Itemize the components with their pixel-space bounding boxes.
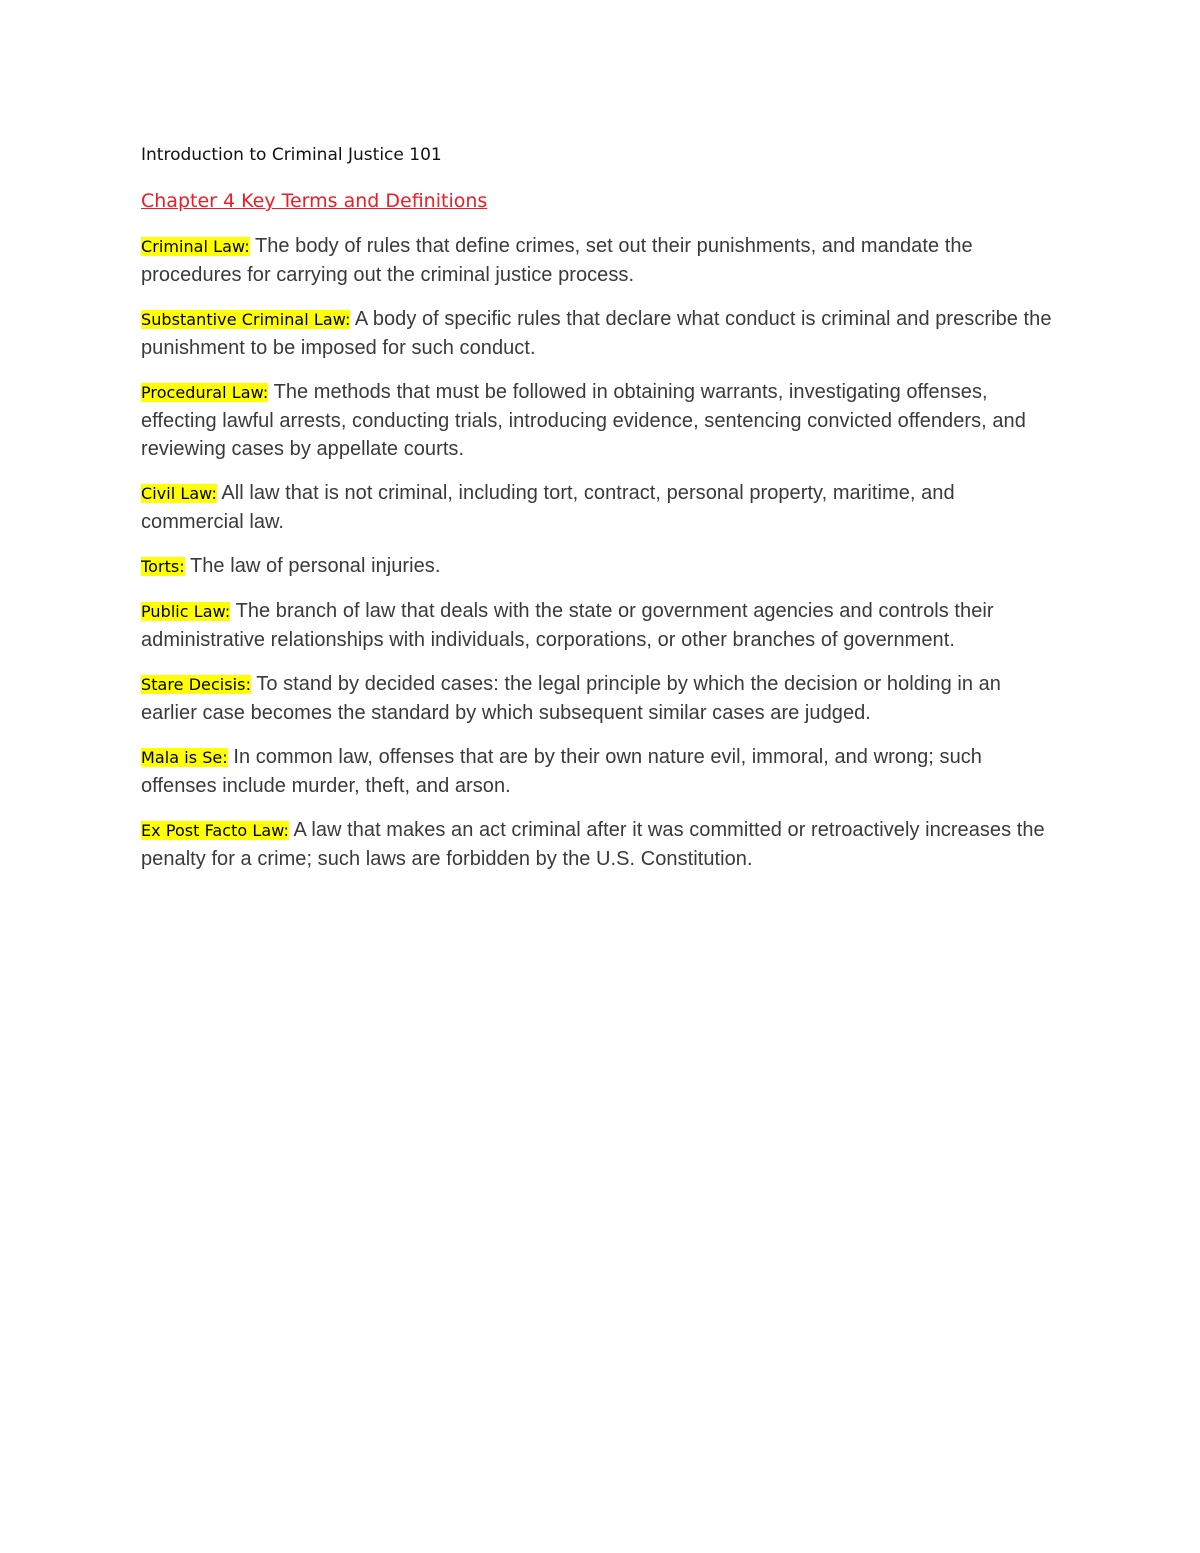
term-definition: In common law, offenses that are by their own nature evil, immoral, and wrong; such offenses include murder, theft, and arson. [141, 746, 982, 797]
term-label: Substantive Criminal Law: [141, 310, 351, 329]
term-definition: A law that makes an act criminal after it was committed or retroactively increases the penalty for a crime; such laws are forbidden by the U.S. Constitution. [141, 819, 1045, 870]
document-body [141, 141, 1061, 889]
term-label: Criminal Law: [141, 237, 250, 256]
term-entry-civil-law [141, 479, 1061, 536]
term-label: Civil Law: [141, 484, 217, 503]
term-definition: The methods that must be followed in obtaining warrants, investigating offenses, effecting lawful arrests, conducting trials, introducing evidence, sentencing convicted offenders, and reviewing cases by appellate courts. [141, 381, 1026, 460]
term-entry-mala-is-se [141, 743, 1061, 800]
term-definition: The branch of law that deals with the state or government agencies and controls their administrative relationships with individuals, corporations, or other branches of government. [141, 600, 994, 651]
term-label: Public Law: [141, 602, 231, 621]
term-definition: A body of specific rules that declare what conduct is criminal and prescribe the punishment to be imposed for such conduct. [141, 308, 1052, 359]
term-label: Procedural Law: [141, 383, 269, 402]
term-entry-substantive-criminal-law [141, 305, 1061, 362]
term-label: Mala is Se: [141, 748, 228, 767]
chapter-heading: Chapter 4 Key Terms and Definitions [141, 190, 488, 212]
term-label: Stare Decisis: [141, 675, 252, 694]
term-entry-criminal-law [141, 232, 1061, 289]
term-entry-procedural-law [141, 378, 1061, 463]
term-definition: The law of personal injuries. [189, 555, 441, 577]
term-entry-torts [141, 552, 1061, 581]
term-definition: All law that is not criminal, including tort, contract, personal property, maritime, and commercial law. [141, 482, 955, 533]
term-entry-ex-post-facto-law [141, 816, 1061, 873]
term-entry-public-law [141, 597, 1061, 654]
term-label: Ex Post Facto Law: [141, 821, 289, 840]
term-entry-stare-decisis [141, 670, 1061, 727]
term-definition: The body of rules that define crimes, set out their punishments, and mandate the procedures for carrying out the criminal justice process. [141, 235, 973, 286]
course-title: Introduction to Criminal Justice 101 [141, 145, 442, 165]
term-definition: To stand by decided cases: the legal principle by which the decision or holding in an earlier case becomes the standard by which subsequent similar cases are judged. [141, 673, 1001, 724]
term-label: Torts: [141, 557, 185, 576]
